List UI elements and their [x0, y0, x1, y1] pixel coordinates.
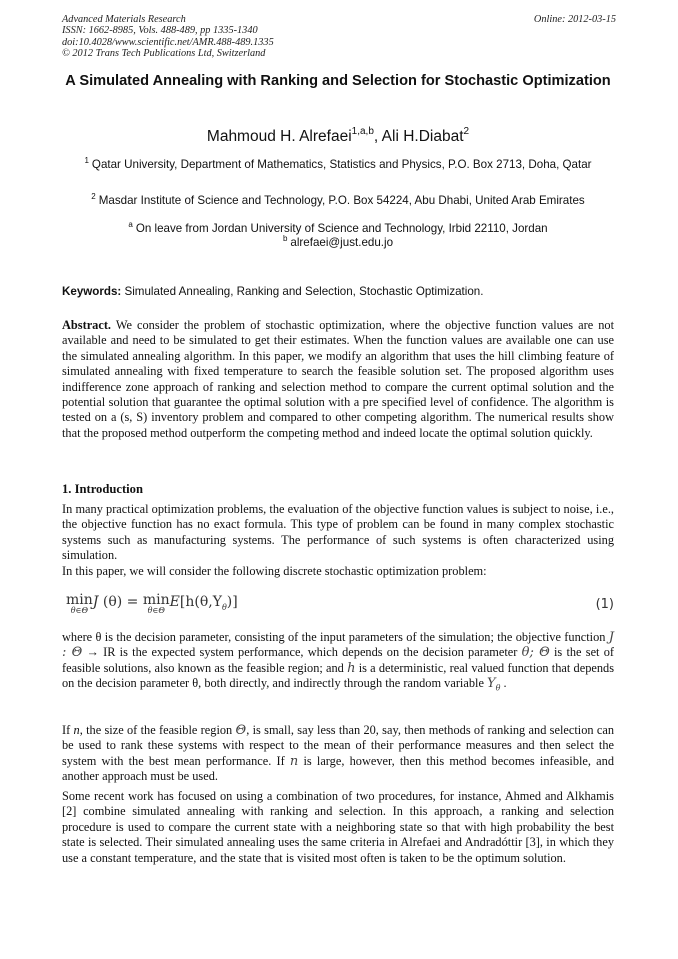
affiliation-2-text: Masdar Institute of Science and Technology, P.O. Box 54224, Abu Dhabi, United Arab Emirates — [98, 194, 585, 207]
equation-expression — [66, 594, 238, 615]
math-theta-region: Θ — [235, 723, 247, 738]
math-theta-set: θ; Θ — [521, 645, 550, 661]
author-1-name: Mahmoud H. Alrefaei — [206, 128, 352, 145]
equation-min-operator-left: min θ∈Θ — [66, 592, 93, 615]
feasible-region-paragraph: If n, the size of the feasible region Θ, is small, say less than 20, say, then methods of ranking and selection can be used to rank these systems with respect to the mean of their performance measures and then select the system with the best mean performance. If n is large, however, then this method becomes infeasible, and another approach must be used. — [62, 723, 614, 784]
issn-line: ISSN: 1662-8985, Vols. 488-489, pp 1335-1340 — [62, 25, 258, 37]
author-2-name: Ali H.Diabat — [381, 128, 464, 145]
email-superscript: b — [282, 234, 288, 243]
math-y-theta: $Y_\theta$ — [487, 676, 501, 693]
math-j-theta: J : Θ — [62, 630, 614, 661]
equation-function-j: J — [92, 594, 99, 610]
equation-number: (1) — [595, 597, 614, 612]
equation-expectation: E — [169, 594, 180, 610]
affiliation-3-text: On leave from Jordan University of Science and Technology, Irbid 22110, Jordan — [135, 222, 548, 235]
affiliation-3 — [62, 222, 614, 237]
author-2-superscript: 2 — [463, 126, 470, 137]
equation-argument-right: [h(θ,Y — [179, 594, 222, 610]
affiliation-3-superscript: a — [128, 220, 133, 229]
definitions-paragraph: where θ is the decision parameter, consisting of the input parameters of the simulation; the objective function J : Θ → IR is the expected system performance, which depends on the decision parameter θ; Θ is the set of feasible solutions, also known as the feasible region; and h is a deterministic, real valued function that depends on the decision parameter θ, both directly, and indirectly through the random variable $Y_\theta$ . — [62, 630, 614, 693]
author-line — [62, 127, 614, 147]
equation-1 — [66, 592, 614, 622]
intro-paragraph-1: In many practical optimization problems, the evaluation of the objective function values is subject to noise, i.e., the objective function has no exact formula. This type of problem can be found in many complex stochastic systems such as manufacturing systems. The performance of such systems is often characterized using simulation. — [62, 502, 614, 563]
affiliation-2-superscript: 2 — [91, 192, 96, 201]
affiliation-1-text: Qatar University, Department of Mathematics, Statistics and Physics, P.O. Box 2713, Doha, Qatar — [91, 158, 592, 171]
keywords-label: Keywords: — [62, 285, 122, 298]
affiliation-2 — [62, 194, 614, 209]
author-separator: , — [373, 128, 382, 145]
abstract-paragraph — [62, 318, 614, 441]
author-1-superscript: 1,a,b — [351, 126, 374, 137]
affiliation-1-superscript: 1 — [84, 156, 89, 165]
author-email — [62, 236, 614, 251]
copyright-line: © 2012 Trans Tech Publications Ltd, Switzerland — [62, 48, 266, 60]
math-h: h — [347, 660, 356, 676]
math-n-italic: n — [73, 723, 80, 737]
equation-close: )] — [226, 594, 238, 610]
affiliation-1 — [62, 158, 614, 173]
equation-equals: = — [122, 594, 143, 610]
journal-header — [62, 14, 616, 60]
related-work-paragraph: Some recent work has focused on using a combination of two procedures, for instance, Ahmed and Alkhamis [2] combine simulated annealing with ranking and selection. In this approach, a ranking and selection procedure is used to compare the current state with a neighboring state so that with high probability the best state is selected. Their simulated annealing uses the same criteria in Alrefaei and Andradóttir [3], in which they use a constant temperature, and the state that is visited most often is taken to be the optimum solution. — [62, 789, 614, 865]
keywords — [62, 284, 614, 299]
equation-subscript: θ — [221, 602, 227, 612]
abstract-label: Abstract. — [62, 318, 112, 332]
section-heading-introduction: 1. Introduction — [62, 482, 143, 496]
online-date: Online: 2012-03-15 — [533, 14, 616, 25]
math-n: n — [289, 753, 299, 769]
equation-min-operator-right: min θ∈Θ — [142, 592, 170, 615]
journal-name: Advanced Materials Research — [62, 14, 186, 25]
doi-line: doi:10.4028/www.scientific.net/AMR.488-489.1335 — [62, 36, 274, 48]
abstract-text: We consider the problem of stochastic optimization, where the objective function values are not available and need to be simulated to get their estimates. When the function values are available one can use the simulated annealing algorithm. In this paper, we modify an algorithm that uses the hill climbing feature of simulated annealing with fixed temperature to search the feasible solution set. The proposed algorithm uses indifference zone approach of ranking and selection method to compare the current optimal solution and the potential solution that guarantee the optimal solution with a pre specified level of confidence. The algorithm is tested on a (s, S) inventory problem and compared to other competing algorithm. The numerical results show that the proposed method outperform the competing method and indeed locate the optimal solution quickly. — [62, 318, 614, 440]
email-text[interactable]: alrefaei@just.edu.jo — [290, 236, 394, 249]
keywords-text: Simulated Annealing, Ranking and Selection, Stochastic Optimization. — [121, 285, 484, 298]
intro-paragraph-2: In this paper, we will consider the following discrete stochastic optimization problem: — [62, 564, 487, 578]
paper-title: A Simulated Annealing with Ranking and Selection for Stochastic Optimization — [65, 73, 611, 89]
equation-argument-left: (θ) — [98, 594, 123, 610]
